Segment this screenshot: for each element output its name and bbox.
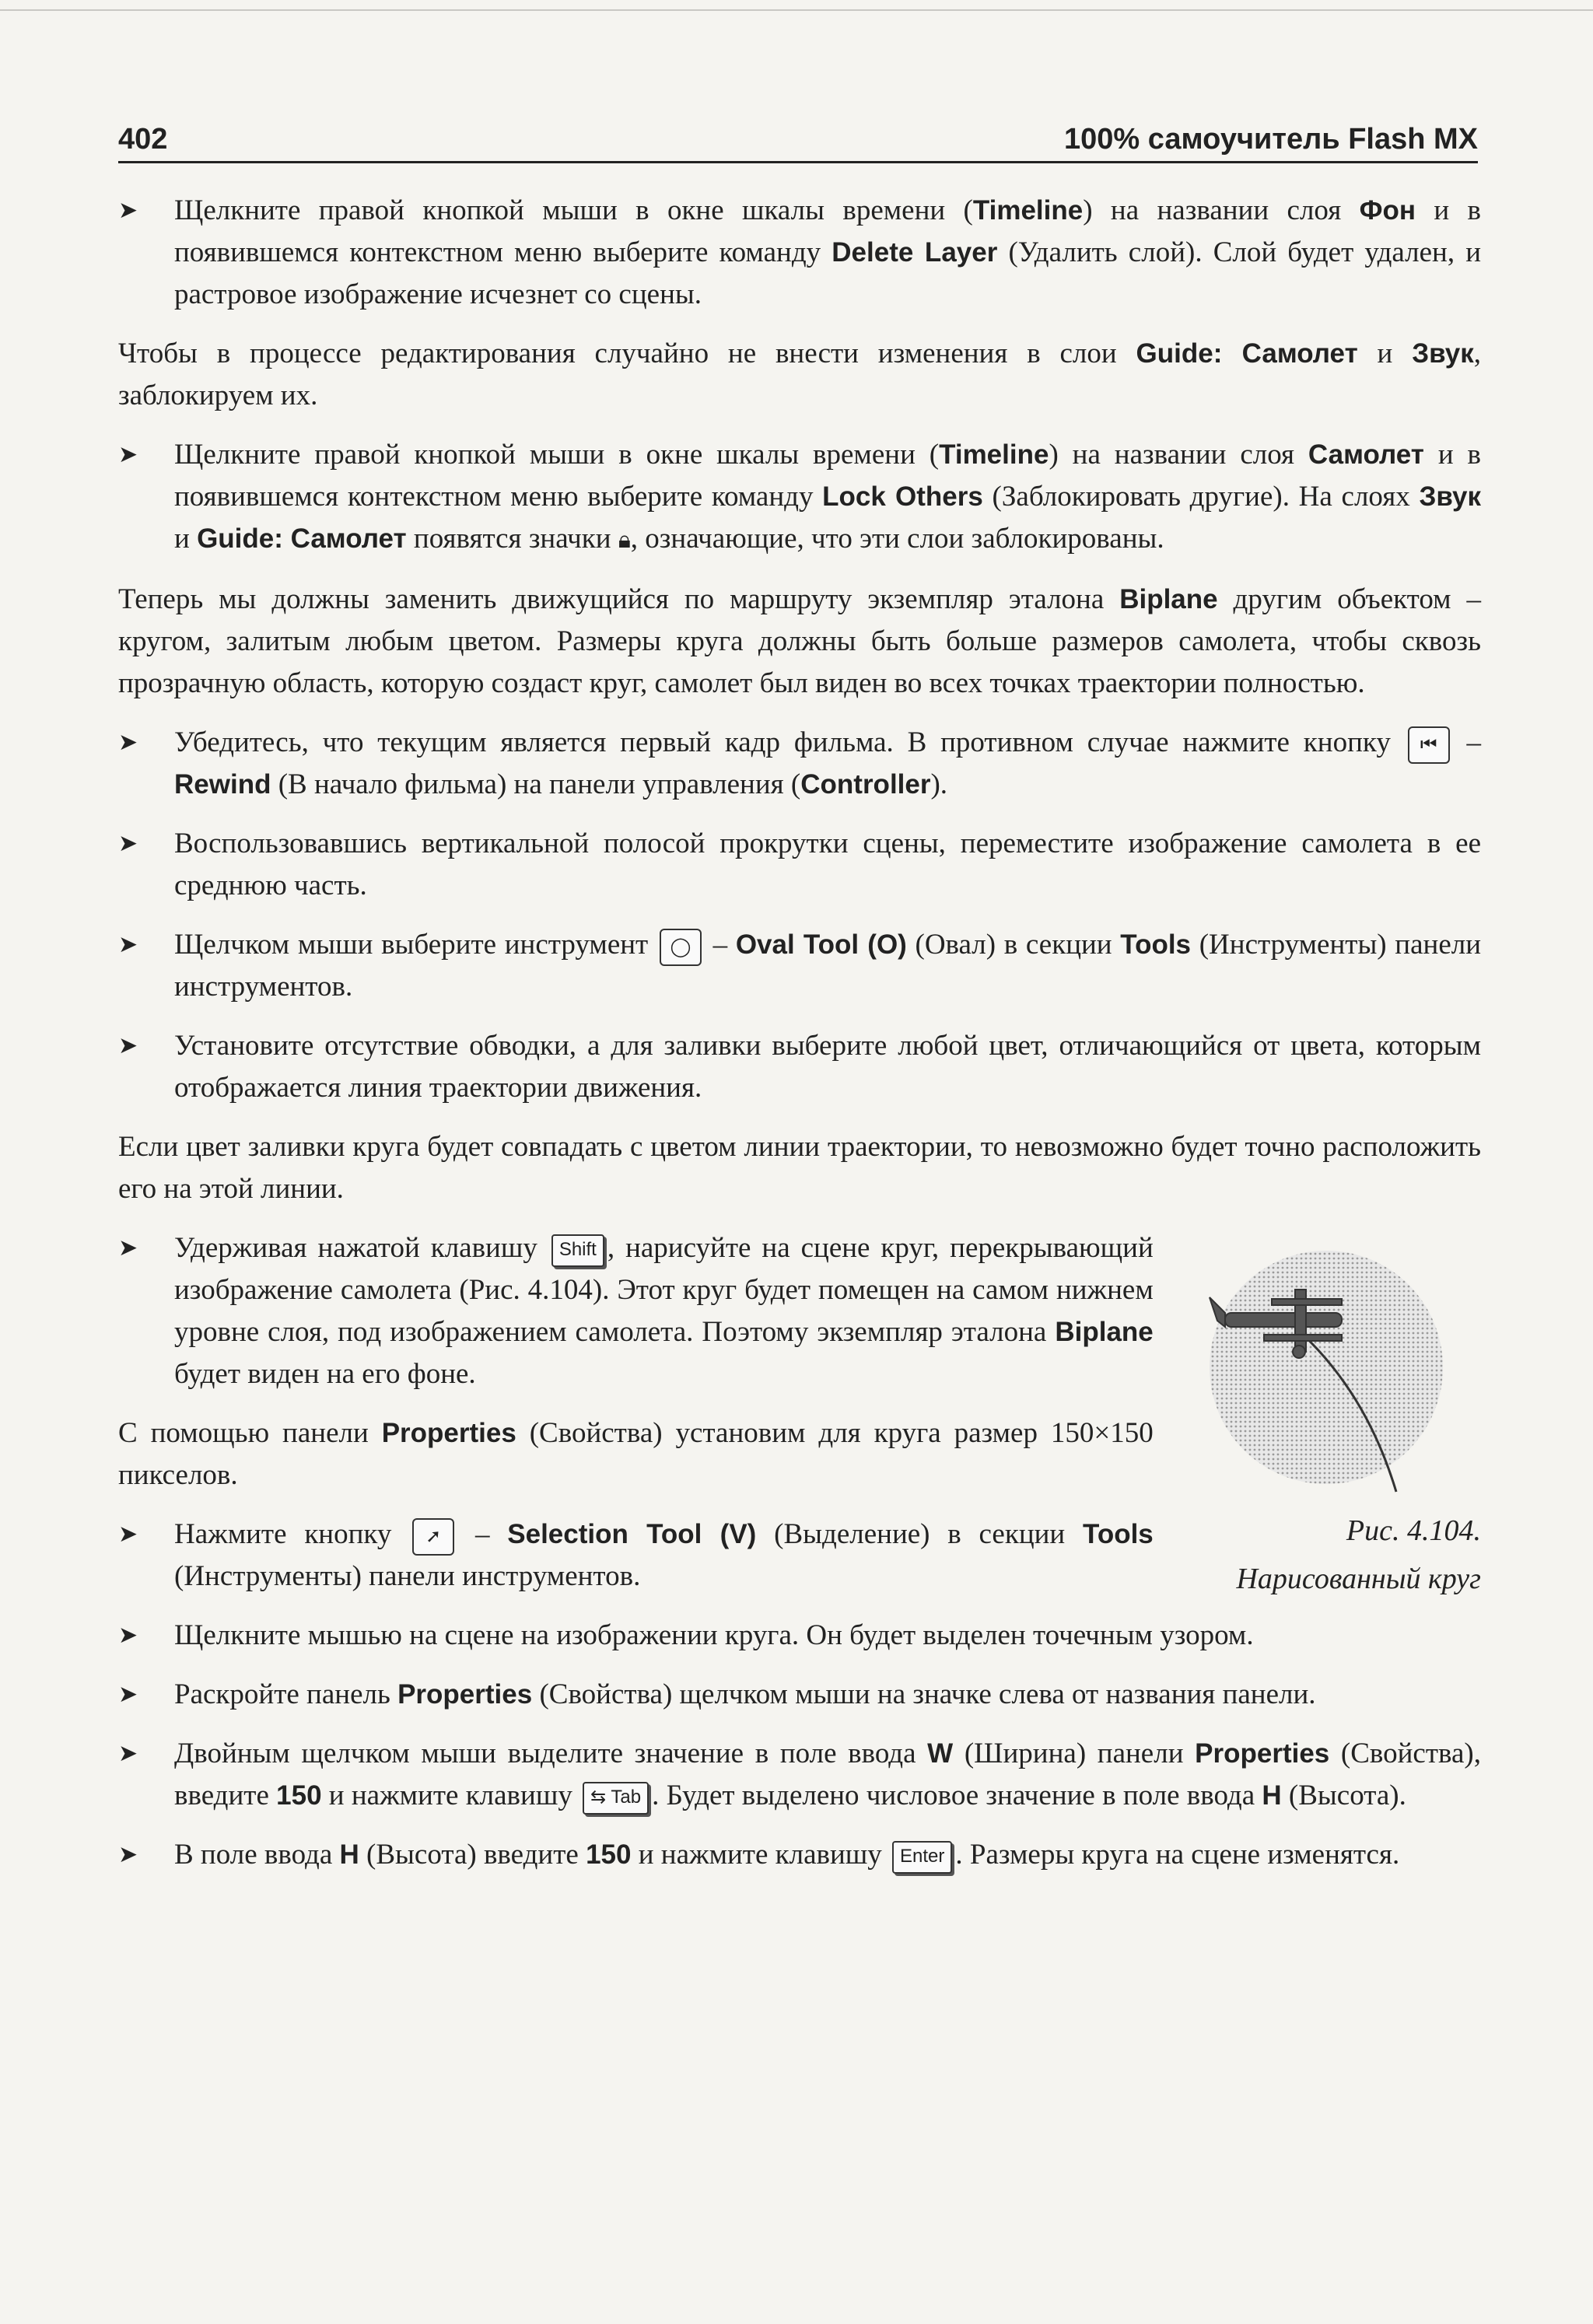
figure-caption-text: Нарисованный круг [1236, 1563, 1481, 1595]
circle-with-biplane-image [1202, 1243, 1451, 1500]
bullet-arrow-icon: ➤ [118, 830, 138, 857]
figure-block [118, 1227, 1481, 1615]
enter-key-icon: Enter [892, 1841, 952, 1874]
bullet-arrow-icon: ➤ [118, 1234, 138, 1262]
shift-key-icon: Shift [551, 1234, 604, 1267]
bullet-arrow-icon: ➤ [118, 729, 138, 756]
figure-4-104 [1172, 1227, 1481, 1615]
list-item: ➤ Щелкните мышью на сцене на изображении круга. Он будет выделен точечным узором. [118, 1615, 1481, 1657]
bullet-arrow-icon: ➤ [118, 1740, 138, 1767]
list-item: ➤ Установите отсутствие обводки, а для заливки выберите любой цвет, отличающийся от цвета, которым отображается линия траектории движения. [118, 1025, 1481, 1109]
book-title: 100% самоучитель Flash MX [1064, 123, 1478, 156]
paragraph: Если цвет заливки круга будет совпадать с цветом линии траектории, то невозможно будет точно расположить его на этой линии. [118, 1131, 1481, 1205]
page-content [118, 190, 1481, 1893]
list-item: ➤ Воспользовавшись вертикальной полосой прокрутки сцены, переместите изображение самолета в ее среднюю часть. [118, 823, 1481, 907]
scan-edge-line [0, 9, 1593, 11]
list-item: ➤ Нажмите кнопку ➚ – Selection Tool (V) (Выделение) в секции Tools (Инструменты) панели инструментов. [118, 1514, 1154, 1598]
list-item: ➤ Щелчком мыши выберите инструмент ◯ – Oval Tool (O) (Овал) в секции Tools (Инструменты) панели инструментов. [118, 924, 1481, 1008]
list-item: ➤ В поле ввода H (Высота) введите 150 и нажмите клавишу Enter . Размеры круга на сцене изменятся. [118, 1834, 1481, 1876]
bullet-arrow-icon: ➤ [118, 1841, 138, 1868]
bullet-arrow-icon: ➤ [118, 1622, 138, 1649]
list-item: ➤ Щелкните правой кнопкой мыши в окне шкалы времени (Timeline) на названии слоя Фон и в появившемся контекстном меню выберите команду Delete Layer (Удалить слой). Слой будет удален, и растровое изображение исчезнет со сцены. [118, 190, 1481, 316]
list-item: ➤ Удерживая нажатой клавишу Shift , нарисуйте на сцене круг, перекрывающий изображение самолета (Рис. 4.104). Этот круг будет помещен на самом нижнем уровне слоя, под изображением самолета. Поэтому экземпляр эталона Biplane будет виден на его фоне. [118, 1227, 1154, 1395]
bullet-arrow-icon: ➤ [118, 1521, 138, 1548]
list-item: ➤ Щелкните правой кнопкой мыши в окне шкалы времени (Timeline) на названии слоя Самолет и в появившемся контекстном меню выберите команду Lock Others (Заблокировать другие). На слоях Звук и Guide: Самолет появятся значки 🔒︎, означающие, что эти слои заблокированы. [118, 434, 1481, 562]
paragraph: Чтобы в процессе редактирования случайно не внести изменения в слои Guide: Самолет и Звук, заблокируем их. [118, 338, 1482, 411]
bullet-arrow-icon: ➤ [118, 931, 138, 958]
page-number: 402 [118, 123, 168, 156]
drawn-circle [1210, 1251, 1443, 1484]
list-item: ➤ Убедитесь, что текущим является первый кадр фильма. В противном случае нажмите кнопку ⏮ – Rewind (В начало фильма) на панели управления (Controller). [118, 722, 1481, 806]
bullet-arrow-icon: ➤ [118, 1032, 138, 1059]
paragraph: С помощью панели Properties (Свойства) установим для круга размер 150×150 пикселов. [118, 1417, 1154, 1491]
list-item: ➤ Двойным щелчком мыши выделите значение в поле ввода W (Ширина) панели Properties (Свойства), введите 150 и нажмите клавишу ⇆ Tab . Будет выделено числовое значение в поле ввода H (Высота). [118, 1733, 1481, 1817]
figure-side-text [118, 1227, 1154, 1615]
tab-key-icon: ⇆ Tab [583, 1782, 649, 1815]
bullet-arrow-icon: ➤ [118, 197, 138, 224]
rewind-icon: ⏮ [1408, 726, 1450, 764]
figure-caption-number: Рис. 4.104. [1346, 1514, 1481, 1547]
bullet-arrow-icon: ➤ [118, 1681, 138, 1708]
paragraph: Теперь мы должны заменить движущийся по маршруту экземпляр эталона Biplane другим объектом – кругом, залитым любым цветом. Размеры круга должны быть больше размеров самолета, чтобы сквозь прозрачную область, которую создаст круг, самолет был виден во всех точках траектории полностью. [118, 583, 1481, 699]
oval-tool-icon: ◯ [660, 929, 702, 966]
list-item: ➤ Раскройте панель Properties (Свойства) щелчком мыши на значке слева от названия панели. [118, 1674, 1481, 1716]
page-header [118, 123, 1478, 163]
selection-arrow-icon: ➚ [412, 1518, 454, 1556]
lock-icon: 🔒︎ [618, 527, 631, 554]
bullet-arrow-icon: ➤ [118, 441, 138, 468]
